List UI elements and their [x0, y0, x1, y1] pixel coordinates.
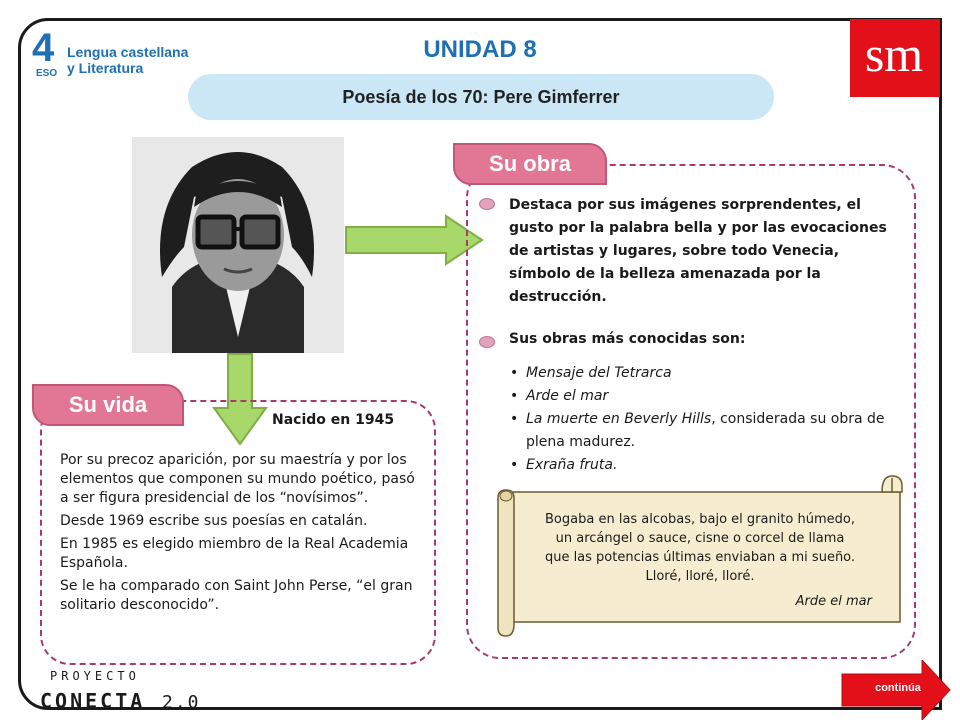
work-title: Exraña fruta. [526, 457, 618, 473]
poem-line: un arcángel o sauce, cisne o corcel de llama [555, 531, 845, 546]
level-label: ESO [36, 68, 58, 79]
vida-paragraph: Desde 1969 escribe sus poesías en catalán. [60, 513, 368, 529]
vida-text [60, 451, 420, 619]
tab-su-vida: Su vida [32, 384, 184, 426]
subject-line-2: y Literatura [67, 60, 144, 76]
list-item: • Arde el mar [510, 388, 609, 404]
vida-paragraph: En 1985 es elegido miembro de la Real Academia Española. [60, 536, 409, 571]
work-note: , considerada su obra de plena madurez. [526, 411, 885, 450]
tab-su-obra: Su obra [453, 143, 607, 185]
obra-description: Destaca por sus imágenes sorprendentes, el gusto por la palabra bella y por las evocaciones de artistas y lugares, sobre todo Venecia, símbolo de la belleza amenazada por la destrucción. [509, 197, 887, 305]
vida-paragraph: Por su precoz aparición, por su maestría y por los elementos que componen su mundo poético, pasó a ser figura presidencial de los “novísimos”. [60, 452, 415, 506]
poem-line: que las potencias últimas enviaban a mi sueño. [544, 550, 856, 565]
page-title: Poesía de los 70: Pere Gimferrer [188, 74, 774, 120]
grade-number: 4 [32, 26, 55, 70]
publisher-logo-text: sm [864, 26, 924, 82]
poem-line: Bogaba en las alcobas, bajo el granito húmedo, [545, 512, 855, 527]
list-item: • Exraña fruta. [510, 457, 618, 473]
brand-main-text: CONECTA [40, 689, 146, 713]
poem-source: Arde el mar [795, 594, 872, 609]
arrow-right-icon [346, 216, 482, 264]
list-item: • La muerte en Beverly Hills, considerada su obra de plena madurez. [510, 411, 885, 450]
unit-title: UNIDAD 8 [423, 36, 537, 63]
birth-year: Nacido en 1945 [272, 412, 395, 428]
bullet-dot-icon [479, 336, 495, 348]
poem-line: Lloré, lloré, lloré. [645, 569, 755, 584]
brand-logo [40, 666, 230, 714]
brand-top-text: PROYECTO [50, 669, 140, 683]
vida-paragraph: Se le ha comparado con Saint John Perse, “el gran solitario desconocido”. [60, 578, 413, 613]
works-heading: Sus obras más conocidas son: [509, 331, 746, 347]
poem-text [520, 510, 880, 586]
brand-version-text: 2.0 [162, 692, 201, 713]
work-title: Arde el mar [526, 388, 609, 404]
list-item: • Mensaje del Tetrarca [510, 365, 672, 381]
work-title: La muerte en Beverly Hills [526, 411, 712, 427]
subject-line-1: Lengua castellana [67, 44, 189, 60]
bullet-dot-icon [479, 198, 495, 210]
work-title: Mensaje del Tetrarca [526, 365, 672, 381]
continue-button[interactable]: continúa [875, 682, 921, 694]
works-list [510, 362, 910, 477]
